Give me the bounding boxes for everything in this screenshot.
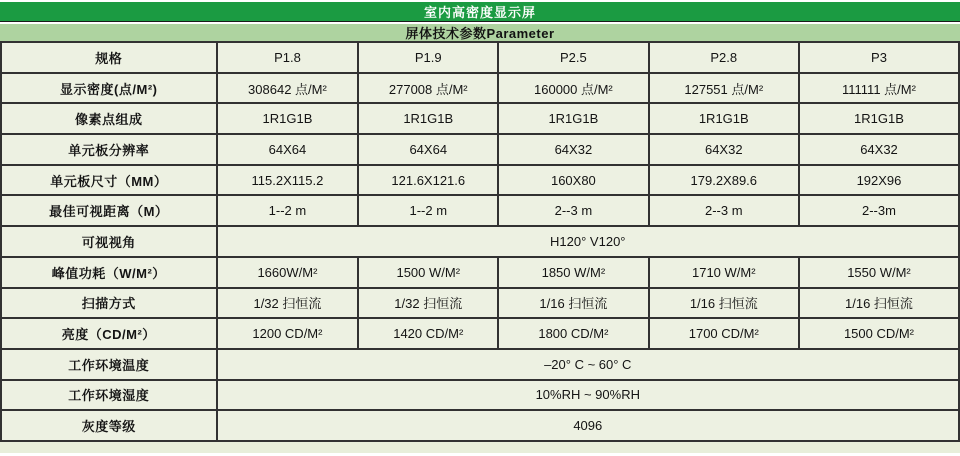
row-value: 160X80 [498,165,648,196]
spec-table [0,41,960,442]
table-row [1,380,959,411]
row-label: 峰值功耗（W/M²） [1,257,217,288]
row-value: 1660W/M² [217,257,359,288]
table-row [1,195,959,226]
row-value: 1500 W/M² [358,257,498,288]
row-label: 工作环境温度 [1,349,217,380]
row-value: H120° V120° [217,226,959,257]
row-value: 1/16 扫恒流 [649,288,799,319]
row-value: 1R1G1B [217,103,359,134]
row-value: 2--3 m [649,195,799,226]
row-value: 1R1G1B [498,103,648,134]
row-value: 111111 点/M² [799,73,959,104]
row-value: 1710 W/M² [649,257,799,288]
row-label: 可视视角 [1,226,217,257]
table-row [1,318,959,349]
row-value: 64X32 [649,134,799,165]
header-cell-spec: P2.5 [498,42,648,73]
row-value: 277008 点/M² [358,73,498,104]
header-cell-spec: P3 [799,42,959,73]
row-value: 121.6X121.6 [358,165,498,196]
row-value: 64X64 [217,134,359,165]
row-value: 115.2X115.2 [217,165,359,196]
row-value: 1850 W/M² [498,257,648,288]
row-value: 1/32 扫恒流 [358,288,498,319]
table-row [1,288,959,319]
table-row [1,103,959,134]
row-label: 扫描方式 [1,288,217,319]
table-row [1,226,959,257]
row-label: 像素点组成 [1,103,217,134]
spec-sheet-page [0,2,960,456]
table-row [1,134,959,165]
header-cell-label: 规格 [1,42,217,73]
table-row [1,73,959,104]
header-cell-spec: P2.8 [649,42,799,73]
row-label: 显示密度(点/M²) [1,73,217,104]
row-value: 127551 点/M² [649,73,799,104]
row-label: 工作环境湿度 [1,380,217,411]
page-subtitle: 屏体技术参数Parameter [405,26,555,41]
row-value: 179.2X89.6 [649,165,799,196]
row-value: 1800 CD/M² [498,318,648,349]
row-value: 1500 CD/M² [799,318,959,349]
row-value: 1R1G1B [799,103,959,134]
row-value: 64X32 [498,134,648,165]
row-value: 1/16 扫恒流 [799,288,959,319]
row-value: 1420 CD/M² [358,318,498,349]
row-value: 1--2 m [217,195,359,226]
row-value: 160000 点/M² [498,73,648,104]
bottom-strip [0,442,960,453]
row-value: 1/32 扫恒流 [217,288,359,319]
page-title-bar [0,2,960,22]
table-row [1,257,959,288]
row-value: 1/16 扫恒流 [498,288,648,319]
row-value: 1200 CD/M² [217,318,359,349]
row-value: 1R1G1B [358,103,498,134]
header-cell-spec: P1.8 [217,42,359,73]
table-row [1,165,959,196]
spec-table-header-row [1,42,959,73]
row-value: 192X96 [799,165,959,196]
table-row [1,410,959,441]
row-label: 单元板分辨率 [1,134,217,165]
row-value: –20° C ~ 60° C [217,349,959,380]
row-value: 2--3m [799,195,959,226]
row-value: 64X32 [799,134,959,165]
header-cell-spec: P1.9 [358,42,498,73]
row-value: 308642 点/M² [217,73,359,104]
row-value: 4096 [217,410,959,441]
row-value: 1550 W/M² [799,257,959,288]
row-label: 单元板尺寸（MM） [1,165,217,196]
table-row [1,349,959,380]
row-label: 灰度等级 [1,410,217,441]
row-label: 亮度（CD/M²） [1,318,217,349]
row-value: 1R1G1B [649,103,799,134]
row-value: 10%RH ~ 90%RH [217,380,959,411]
row-value: 64X64 [358,134,498,165]
row-value: 2--3 m [498,195,648,226]
row-value: 1--2 m [358,195,498,226]
page-subtitle-bar [0,24,960,41]
row-label: 最佳可视距离（M） [1,195,217,226]
page-title: 室内高密度显示屏 [423,5,536,20]
row-value: 1700 CD/M² [649,318,799,349]
